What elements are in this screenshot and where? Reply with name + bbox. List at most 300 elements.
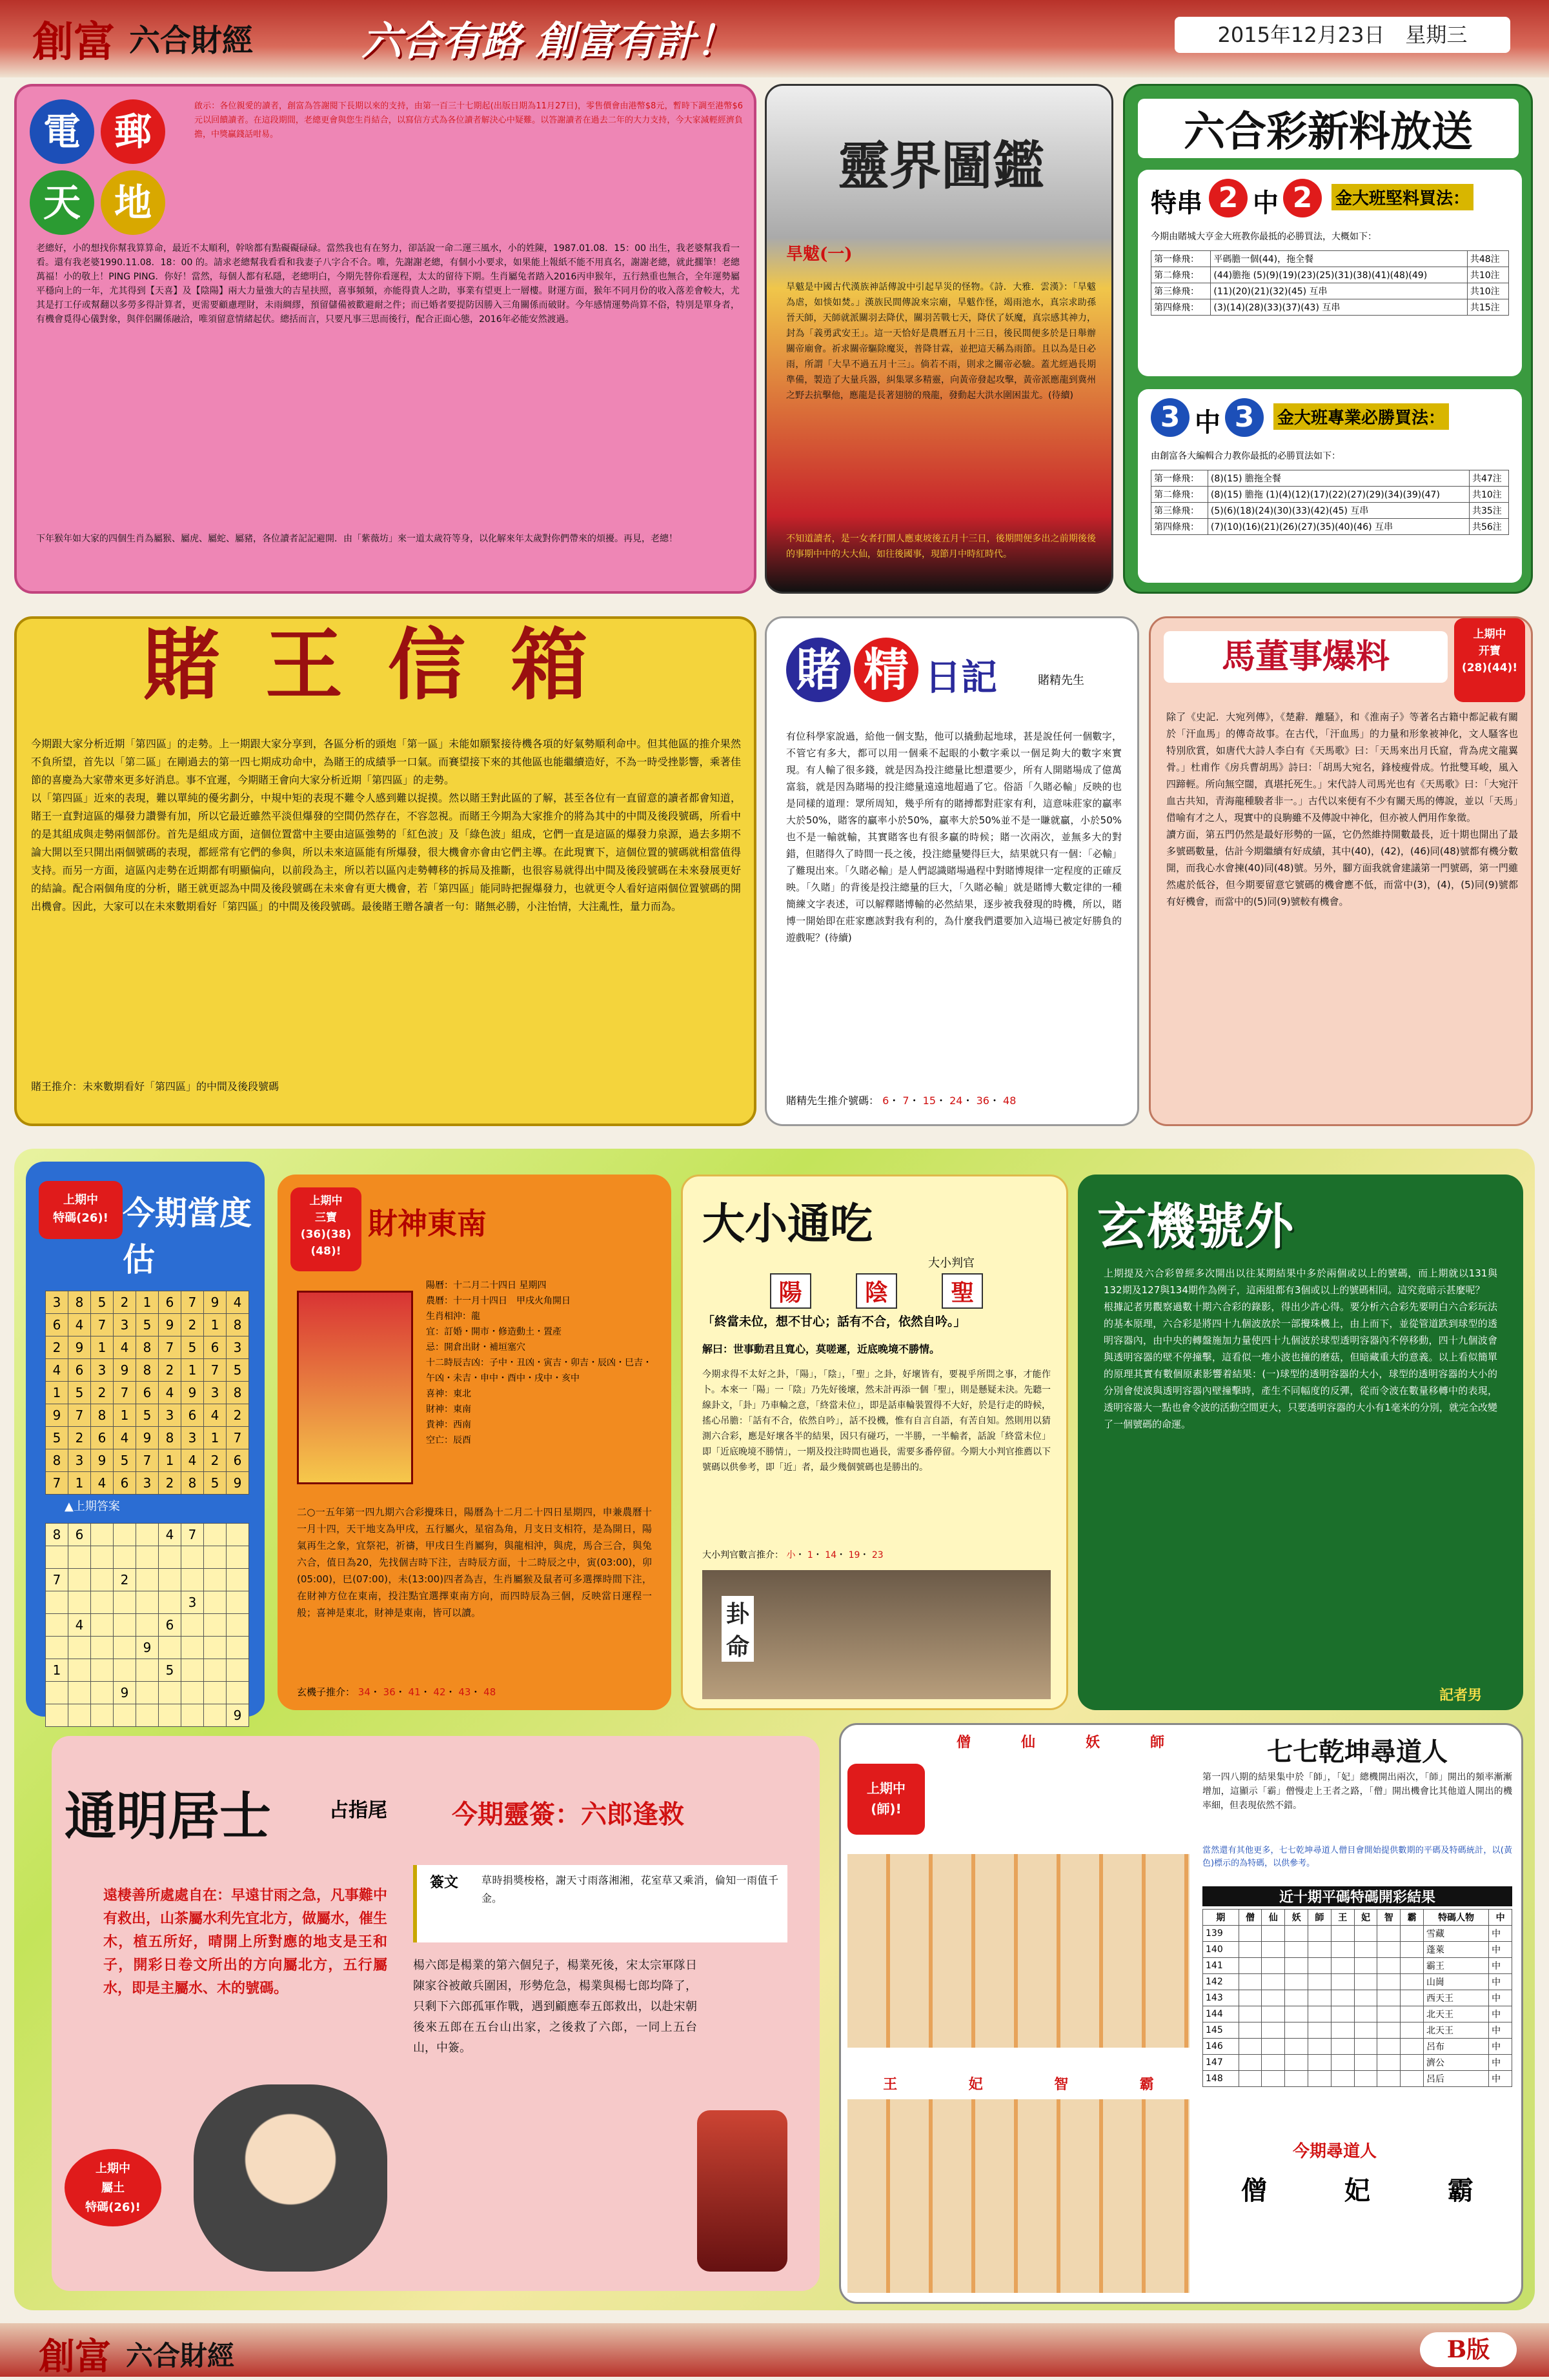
seven-table-cell — [1285, 1926, 1308, 1942]
sudoku-cell: 1 — [46, 1382, 68, 1404]
newdata-row — [1151, 519, 1509, 535]
seven-table-cell — [1401, 2071, 1424, 2087]
tongming-story: 楊六郎是楊業的第六個兒子，楊業死後，宋太宗軍隊日陳家谷被敵兵圍困，形勢危急，楊業與楊七郎均降了，只剩下六郎孤軍作戰，遇到顧應奉五郎救出，以赴宋朝後來五郎在五台山出家，之後救了六郎，一同上五台山，中簽。 — [413, 1959, 697, 2055]
seven-table-cell — [1285, 2055, 1308, 2071]
seven-table-cell — [1308, 2039, 1331, 2055]
sudoku-cell: 5 — [159, 1659, 181, 1682]
sudoku-cell — [46, 1682, 68, 1704]
newdata-box1-tag: 金大班堅料買法： — [1331, 184, 1473, 210]
sudoku-cell — [136, 1524, 159, 1546]
sudoku-cell — [159, 1704, 181, 1727]
diary-tip-row: 賭精先生推介號碼： 6・ 7・ 15・ 24・ 36・ 48 — [786, 1094, 1017, 1107]
header-date: 2015年12月23日 星期三 — [1175, 17, 1510, 53]
sudoku-row — [46, 1524, 249, 1546]
seven-table-cell — [1401, 1974, 1424, 1990]
sudoku-cell — [159, 1682, 181, 1704]
seven-table-cell — [1331, 1974, 1354, 1990]
seven-table-cell — [1262, 2071, 1285, 2087]
newdata-row-nums: (44)膽拖 (5)(9)(19)(23)(25)(31)(38)(41)(48)(49) — [1211, 267, 1467, 283]
ma-title: 馬董事爆料 — [1164, 631, 1448, 683]
sudoku-cell: 7 — [181, 1524, 204, 1546]
lucky-title: 今期當度估 — [123, 1194, 252, 1278]
seven-table-cell: 140 — [1203, 1942, 1239, 1958]
seven-note: 當然還有其他更多，七七乾坤尋道人僧目會開始提供數期的平碼及特碼統計，以(黃色)標示的為特碼，以供參考。 — [1202, 1846, 1512, 1868]
sudoku-row — [46, 1336, 249, 1359]
tongming-fortune-cup — [697, 2110, 787, 2272]
eat-num: 14 — [825, 1550, 837, 1560]
sudoku-cell — [227, 1546, 249, 1569]
tongming-sign-verse: 草時捐獎梭格，謝天寸雨落湘湘，花室草又乘消，倫知一雨值千金。 — [481, 1874, 778, 1904]
seven-table-cell — [1308, 2006, 1331, 2022]
tongming-panel — [52, 1736, 820, 2291]
wealth-info-line: 財神：東南 — [426, 1404, 471, 1415]
seven-table-cell — [1239, 1942, 1262, 1958]
lucky-badge: 上期中 特碼(26)! — [39, 1181, 123, 1239]
newdata-row-nums: (8)(15) 膽拖 (1)(4)(12)(17)(22)(27)(29)(34)(39)(47) — [1208, 487, 1469, 503]
sudoku-cell: 2 — [159, 1359, 181, 1382]
seven-tag: 王 — [883, 2076, 898, 2093]
sudoku-cell: 2 — [227, 1404, 249, 1427]
ma-body: 除了《史記．大宛列傳》，《楚辭．離騷》，和《淮南子》等著名古籍中都記載有關於「汗血馬」的傳奇故事。在古代，「汗血馬」的力量和形象被神化，文人騷客也特別欣賞，如唐代大詩人李白有《天馬歌》曰：「天馬來出月氏窟，背為虎文龍翼骨。」杜甫作《房兵曹胡馬》詩曰：「胡馬大宛名，鋒棱瘦骨成。竹批雙耳峻，風入四蹄輕。所向無空闊，真堪托死生。」宋代詩人司馬光也有《天馬歌》曰：「大宛汗血古共知，青海龍種駿者非一。」古代以來便有不少有關天馬的傳說，並以「天馬」借喻有才之人，現實中的良駒雖不及傳說中神化，但亦被人們用作象徵。 讀方面，第五門仍然是最好形勢的一區，它仍然維持開數最長，近十期也開出了最多號碼數量，估計今期繼續有好成績，其中(40)，(42)，(46)同(48)號都有機分數開，而我心水會揀(40)同(48)號。另外，腳方面我就會建議第一門號碼，第一門雖然處於低谷，但今期要留意它號碼的機會應不低，而當中(3)，(4)，(5)同(9)號都有好機會，而當中的(5)同(9)號較有機會。 — [1166, 711, 1518, 907]
sudoku-cell: 6 — [159, 1614, 181, 1637]
seven-table-row — [1203, 2006, 1512, 2022]
sudoku-cell — [227, 1682, 249, 1704]
sudoku-cell: 8 — [136, 1336, 159, 1359]
seven-table-cell — [1377, 2022, 1401, 2039]
sudoku-cell: 1 — [46, 1659, 68, 1682]
sudoku-cell: 3 — [46, 1291, 68, 1314]
sudoku-cell: 4 — [159, 1382, 181, 1404]
sudoku-cell: 9 — [159, 1314, 181, 1336]
seven-today-name: 霸 — [1448, 2175, 1473, 2206]
sudoku-cell: 7 — [136, 1449, 159, 1472]
sudoku-cell — [68, 1591, 91, 1614]
mail-badge — [30, 99, 178, 241]
seven-tag: 妖 — [1085, 1734, 1100, 1751]
sudoku-cell: 8 — [227, 1314, 249, 1336]
wealth-num: 42 — [433, 1686, 446, 1698]
sudoku-cell: 8 — [227, 1382, 249, 1404]
seven-table-title: 近十期平碼特碼開彩結果 — [1202, 1886, 1512, 1906]
sudoku-cell: 2 — [181, 1314, 204, 1336]
sudoku-cell — [136, 1569, 159, 1591]
newdata-row-count: 共56注 — [1469, 519, 1508, 535]
sudoku-cell — [181, 1546, 204, 1569]
sudoku-cell: 1 — [204, 1427, 227, 1449]
sudoku-row — [46, 1449, 249, 1472]
lucky-arrow: ▲上期答案 — [65, 1500, 120, 1513]
mail-badge-char-2: 郵 — [101, 99, 165, 164]
sudoku-cell: 1 — [91, 1336, 114, 1359]
sudoku-cell — [181, 1614, 204, 1637]
seven-table-cell — [1239, 1926, 1262, 1942]
newdata-row-label: 第三條飛： — [1151, 503, 1208, 519]
sudoku-cell — [91, 1637, 114, 1659]
sudoku-cell: 5 — [136, 1404, 159, 1427]
newdata-row-nums: 平碼膽一個(44)，拖全餐 — [1211, 251, 1467, 267]
seven-table-cell — [1239, 1990, 1262, 2006]
sudoku-cell: 5 — [181, 1336, 204, 1359]
sudoku-cell — [68, 1659, 91, 1682]
seven-col-header: 仙 — [1262, 1910, 1285, 1926]
sudoku-cell: 9 — [136, 1637, 159, 1659]
sudoku-cell — [91, 1546, 114, 1569]
newdata-row-count: 共10注 — [1467, 283, 1508, 299]
seven-today-name: 僧 — [1241, 2175, 1267, 2206]
seven-table-cell — [1308, 1974, 1331, 1990]
newdata-row-label: 第一條飛： — [1151, 470, 1208, 487]
seven-table-cell — [1262, 1990, 1285, 2006]
seven-table-cell: 中 — [1489, 1942, 1512, 1958]
spirit-note: 不知道讀者，是一女者打開人應東坡後五月十三日，後期間便多出之前期後後的事期中中的大大仙，如往後國事，現節月中時紅時代。 — [786, 534, 1096, 560]
sudoku-cell: 1 — [181, 1359, 204, 1382]
sudoku-cell: 4 — [46, 1359, 68, 1382]
seven-col-header: 特碼人物 — [1423, 1910, 1488, 1926]
sudoku-row — [46, 1382, 249, 1404]
seven-table-cell — [1401, 2055, 1424, 2071]
seven-table-cell — [1354, 1974, 1377, 1990]
diary-title-c: 日記 — [925, 656, 997, 699]
newdata-row-nums: (11)(20)(21)(32)(45) 互串 — [1211, 283, 1467, 299]
seven-table-cell: 中 — [1489, 1926, 1512, 1942]
newdata-box1-n1: 2 — [1209, 179, 1248, 217]
spirit-subtitle: 旱魃(一) — [786, 245, 853, 264]
seven-table-cell — [1354, 1942, 1377, 1958]
seven-table-cell: 中 — [1489, 2006, 1512, 2022]
newdata-box2-lead: 由創富各大編輯合力教你最抵的必勝買法如下： — [1151, 451, 1341, 461]
sudoku-row — [46, 1682, 249, 1704]
spirit-panel — [765, 84, 1113, 594]
seven-table-row — [1203, 1990, 1512, 2006]
sudoku-cell — [159, 1546, 181, 1569]
xuan-body: 上期提及六合彩曾經多次開出以往某期結果中多於兩個或以上的號碼，而上期就以131與132期及127與134期作為例子，這兩組都有3個或以上的號碼相同。這究竟暗示甚麼呢？ 根據記者男觀察過數十期六合彩的錄影，得出少許心得。要分析六合彩先要明白六合彩玩法的基本原理，六合彩是將四十九個波放於一部攪珠機上，由上而下，並從管道跌到球型的透明容器內，由中央的轉盤施加力量使四十九個波於球型透明容器內不停移動，四十九個波會與透明容器的壁不停撞擊，這看似一堆小波也撞的磨菇，但暗藏重大的意義。以上看似簡單的原理其實有數個原素影響着結果：(一)球型的透明容器的大小，球型的透明容器的大小的分別會使波與透明容器內壁撞擊時，產生不同幅度的反彈，從而令波在數量移轉中的表現，透明容器大一點也會令波的活動空間更大，只要透明容器的大小有1毫米的分別，就完全改變了一個號碼的命運。 — [1104, 1267, 1497, 1430]
diary-body: 有位科學家說過，給他一個支點，他可以撬動起地球，甚是說任何一個數字，不管它有多大，都可以用一個乘不起眼的小數字乘以一個足夠大的數字來實現。有人輸了很多錢，就是因為投注總量比想還要少，所有人開賭場成了億萬富翁，就是因為賭場的投注總量遠遠地超過了它。俗語「久賭必輸」反映的也是同樣的道理：眾所周知，幾乎所有的賭搏都對莊家有利，這意味莊家的贏率大於50%，賭客的贏率小於50%，贏率大於50%並不是一賺就贏，小於50%也不是一輸就輸，其實賭客也有很多贏的時候；賭一次兩次，並無多大的對錯，但賭得久了時間一長之後，投注總量變得巨大，結果就只有一個：「必輸」了難現出來。「久賭必輸」是人們認識賭場過程中對賭博規律一定程度的正確反映。「久賭」的背後是投注總量的巨大，「久賭必輸」就是賭博大數定律的一種簡練文字表述，可以解釋賭博輸的必然結果，逐步被我發現的時機，所以，賭博一開始即在莊家應該對我有利的，為什麼我們還要加入這場已被定好勝負的遊戲呢？(待續) — [786, 731, 1122, 943]
wealth-num: 41 — [408, 1686, 421, 1698]
tongming-sign-title: 簽文 — [430, 1874, 459, 1891]
eat-name: 陰 — [856, 1273, 897, 1309]
sudoku-cell — [91, 1591, 114, 1614]
header-slogan: 六合有路 創富有計！ — [361, 17, 736, 65]
diary-num: 7 — [902, 1094, 909, 1107]
seven-table-cell: 霸王 — [1423, 1958, 1488, 1974]
header-brand-sub: 六合財經 — [129, 23, 254, 59]
diary-num: 36 — [976, 1094, 989, 1107]
sudoku-cell: 6 — [159, 1291, 181, 1314]
seven-table-row — [1203, 1926, 1512, 1942]
eat-quote: 「終當未位，想不甘心；話有不合，依然自吟。」 — [702, 1315, 966, 1329]
king-title: 賭王信箱 — [17, 627, 759, 704]
newdata-row — [1151, 299, 1509, 316]
newdata-row-nums: (7)(10)(16)(21)(26)(27)(35)(40)(46) 互串 — [1208, 519, 1469, 535]
seven-table-cell: 中 — [1489, 1974, 1512, 1990]
mail-badge-char-4: 地 — [101, 170, 165, 235]
sudoku-cell: 3 — [181, 1427, 204, 1449]
wealth-title: 財神東南 — [368, 1206, 487, 1241]
sudoku-cell — [68, 1637, 91, 1659]
seven-table-cell — [1377, 2039, 1401, 2055]
seven-table-cell: 143 — [1203, 1990, 1239, 2006]
seven-table-cell — [1308, 2055, 1331, 2071]
sudoku-cell: 3 — [227, 1336, 249, 1359]
sudoku-cell — [227, 1659, 249, 1682]
seven-table-cell — [1354, 2039, 1377, 2055]
sudoku-cell: 7 — [204, 1359, 227, 1382]
seven-table-cell — [1331, 2055, 1354, 2071]
king-tip: 賭王推介：未來數期看好「第四區」的中間及後段號碼 — [31, 1080, 279, 1093]
seven-table-cell: 中 — [1489, 2071, 1512, 2087]
xuan-title: 玄機號外 — [1097, 1198, 1293, 1255]
seven-table-cell — [1285, 2071, 1308, 2087]
seven-table-cell — [1331, 2039, 1354, 2055]
eat-author: 大小判官 — [928, 1256, 975, 1270]
wealth-info-line: 喜神：東北 — [426, 1389, 471, 1399]
sudoku-cell — [159, 1569, 181, 1591]
seven-table-cell — [1331, 1926, 1354, 1942]
newdata-box1-mid: 中 — [1253, 188, 1279, 218]
sudoku-cell: 4 — [227, 1291, 249, 1314]
wealth-info-line: 陽曆：十二月二十四日 星期四 — [426, 1280, 547, 1291]
sudoku-cell — [204, 1524, 227, 1546]
seven-table-cell: 139 — [1203, 1926, 1239, 1942]
seven-table-cell: 中 — [1489, 2022, 1512, 2039]
sudoku-cell: 2 — [68, 1427, 91, 1449]
newdata-box1-lead: 今期由賭城大亨金大班教你最抵的必勝買法，大概如下： — [1151, 232, 1377, 242]
footer-brand-sub: 六合財經 — [126, 2340, 235, 2372]
seven-table-cell — [1239, 1958, 1262, 1974]
seven-today-names — [1202, 2170, 1512, 2207]
seven-table-cell: 145 — [1203, 2022, 1239, 2039]
seven-col-header: 妃 — [1354, 1910, 1377, 1926]
diary-num: 24 — [949, 1094, 963, 1107]
seven-table-header — [1203, 1910, 1512, 1926]
sudoku-cell — [136, 1659, 159, 1682]
sudoku-cell: 6 — [114, 1472, 136, 1495]
sudoku-cell — [114, 1591, 136, 1614]
sudoku-cell: 2 — [159, 1472, 181, 1495]
seven-table-cell: 中 — [1489, 1990, 1512, 2006]
seven-table-cell — [1377, 1958, 1401, 1974]
sudoku-cell — [136, 1704, 159, 1727]
sudoku-cell — [91, 1524, 114, 1546]
seven-table-cell: 山崗 — [1423, 1974, 1488, 1990]
ma-panel — [1149, 616, 1533, 1126]
eat-name: 聖 — [942, 1273, 983, 1309]
seven-table-cell — [1285, 1974, 1308, 1990]
seven-table-row — [1203, 1974, 1512, 1990]
seven-table-cell: 濟公 — [1423, 2055, 1488, 2071]
seven-table-cell — [1354, 2055, 1377, 2071]
sudoku-cell: 9 — [114, 1682, 136, 1704]
sudoku-cell — [46, 1637, 68, 1659]
seven-table-cell — [1331, 2006, 1354, 2022]
sudoku-cell: 8 — [46, 1524, 68, 1546]
seven-table-cell — [1308, 1958, 1331, 1974]
sudoku-cell: 2 — [114, 1291, 136, 1314]
seven-table-cell — [1401, 1926, 1424, 1942]
sudoku-cell: 7 — [227, 1427, 249, 1449]
sudoku-cell: 6 — [91, 1427, 114, 1449]
sudoku-cell — [46, 1546, 68, 1569]
sudoku-cell — [91, 1704, 114, 1727]
tongming-sign-box — [413, 1865, 787, 1942]
eat-tip-row: 大小判官數言推介： 小・ 1・ 14・ 19・ 23 — [702, 1550, 884, 1560]
wealth-num: 43 — [458, 1686, 471, 1698]
sudoku-row — [46, 1546, 249, 1569]
seven-table-row — [1203, 1942, 1512, 1958]
seven-table-cell: 雪藏 — [1423, 1926, 1488, 1942]
mail-sign: 下年猴年如大家的四個生肖為屬猴、屬虎、屬蛇、屬豬，各位讀者記記避開．由「紫薇坊」來一道太歲符等身，以化解來年太歲對你們帶來的煩擾。再見，老總！ — [36, 534, 678, 544]
seven-table-cell — [1331, 2022, 1354, 2039]
seven-table-cell — [1285, 2006, 1308, 2022]
diary-author: 賭精先生 — [1038, 674, 1084, 687]
lucky-grid-prev — [45, 1291, 249, 1495]
ma-badge: 上期中 开寶 (28)(44)! — [1454, 618, 1525, 702]
wealth-info-line: 宜：訂婚・開市・修造動土・置產 — [426, 1327, 562, 1337]
newdata-box2-table — [1151, 470, 1509, 535]
sudoku-row — [46, 1291, 249, 1314]
sudoku-cell — [227, 1524, 249, 1546]
seven-table-cell — [1262, 1926, 1285, 1942]
seven-table-cell — [1354, 2006, 1377, 2022]
mail-body: 老總好，小的想找你幫我算算命，最近不太順利，幹啥都有點礙礙碌碌。當然我也有在努力，卻話說一命二運三風水，小的姓陳，1987.01.08．15：00 出生，我老婆幫我看一看。還有我老婆1990.11.08．18：00 的。請求老總幫我看看和我妻子八字合不合。唯，先謝謝老總，有個小小要求，如果能上報紙不能不用真名，謝謝老總，就此擱筆！老總萬福！小的敬上！PING PING．你好！當然，每個人都有私隱，老總明白，今期先替你看運程，太太的留待下期。生肖屬兔者踏入2016丙申猴年，五行熱重也無合，全年運勢屬平穩向上的一年，尤其得到【天喜】及【陰陽】兩大力量強大的吉星扶照，喜事頻頻，亦能得貴人之助，事業有望更上一層樓。財運方面，猴年不同月份的收入落差會較大，尤其是打工仔或幫翻以多勞多得計算者，更需要顧慮理財，未雨綢繆，預留儲備被歡避耐之件；而已婚者要提防因勝入三角關係而破財。今年感情運勢尚算不俗，特別是單身者，有機會覓得心儀對象，與伴侶關係融洽，唯須留意情緒起伏。總括而言，只要凡事三思而後行，配合正面心態，2016年必能安然渡過。 — [36, 243, 740, 325]
seven-tag: 師 — [1149, 1734, 1164, 1751]
sudoku-cell — [68, 1546, 91, 1569]
seven-table-cell — [1331, 1958, 1354, 1974]
sudoku-cell — [204, 1614, 227, 1637]
sudoku-row — [46, 1472, 249, 1495]
seven-table-cell — [1285, 2039, 1308, 2055]
sudoku-cell — [159, 1637, 181, 1659]
newdata-row — [1151, 470, 1509, 487]
sudoku-cell: 8 — [91, 1404, 114, 1427]
diary-title-b: 精 — [854, 638, 918, 702]
newdata-box2 — [1138, 389, 1522, 583]
seven-table-cell — [1377, 2055, 1401, 2071]
sudoku-cell — [68, 1682, 91, 1704]
seven-table-cell: 呂后 — [1423, 2071, 1488, 2087]
wealth-tip-row: 玄機子推介： 34・ 36・ 41・ 42・ 43・ 48 — [297, 1686, 496, 1698]
seven-table-cell: 148 — [1203, 2071, 1239, 2087]
seven-col-header: 妖 — [1285, 1910, 1308, 1926]
seven-table-cell — [1285, 2022, 1308, 2039]
seven-table-cell — [1401, 1958, 1424, 1974]
sudoku-cell: 7 — [114, 1382, 136, 1404]
seven-table-cell — [1285, 1942, 1308, 1958]
seven-table-cell — [1262, 1958, 1285, 1974]
mail-intro: 啟示：各位親愛的讀者，創富為答謝閱下長期以來的支持，由第一百三十七期起(出版日期為11月27日)，零售價會由港幣$8元，暫時下調至港幣$6元以回饋讀者。在這段期間，老總更會與您生肖結合，以寫信方式為各位讀者解決心中疑難。以答謝讀者在過去二年的大力支持，今大家減輕經濟負擔，中獎贏錢話咁易。 — [194, 101, 743, 139]
header-brand: 創富 — [32, 18, 115, 66]
seven-table-cell: 146 — [1203, 2039, 1239, 2055]
eat-num: 1 — [807, 1550, 813, 1560]
sudoku-row — [46, 1704, 249, 1727]
tongming-badge: 上期中 屬土 特碼(26)! — [65, 2149, 161, 2226]
eat-explain: 解曰：世事動君且寬心，莫嗟遲，近底晚境不勝情。 — [702, 1343, 940, 1355]
sudoku-cell: 9 — [181, 1382, 204, 1404]
sudoku-cell — [46, 1591, 68, 1614]
tongming-verse: 遠棲善所處處自在：早遠甘雨之急，凡事難中有救出，山茶屬水利先宜北方，做屬水，催生木，植五所好，晴開上所對應的地支是王和子，開彩日卷文所出的方向屬北方，五行屬水，即是主屬水、木的號碼。 — [103, 1888, 387, 1997]
lucky-panel — [26, 1162, 265, 1723]
sudoku-cell: 8 — [68, 1291, 91, 1314]
seven-tag: 仙 — [1020, 1734, 1035, 1751]
sudoku-cell: 3 — [204, 1382, 227, 1404]
sudoku-cell: 9 — [91, 1449, 114, 1472]
sudoku-cell: 9 — [68, 1336, 91, 1359]
sudoku-cell: 5 — [68, 1382, 91, 1404]
seven-table-cell — [1377, 2071, 1401, 2087]
newdata-row — [1151, 283, 1509, 299]
newdata-box2-mid: 中 — [1195, 407, 1220, 438]
sudoku-cell — [204, 1704, 227, 1727]
sudoku-cell — [114, 1659, 136, 1682]
seven-table-row — [1203, 2039, 1512, 2055]
sudoku-cell — [91, 1682, 114, 1704]
newdata-row-count: 共10注 — [1469, 487, 1508, 503]
sudoku-cell: 8 — [181, 1472, 204, 1495]
newdata-box1 — [1138, 170, 1522, 376]
eat-body: 今期求得不太好之卦，「陽」，「陰」，「聖」之卦，好壞皆有，要視乎所問之事，才能作卜。本來一「陽」一「陰」乃先好後壞，然未計再添一個「聖」，則是懸疑未決。先聽一線卦文，「卦」乃車輪之意，「終當未位」，即是話車輪裝置得不大好，於是行走的時候，搖心吊膽：「話有不合，依然自吟」，話不投機，惟有自言自語，有苦自知。然則用以猜測六合彩，應是好壞各半的結果，因只有碰巧，一半勝，一半輸者，話說「終當未位」即「近底晚境不勝情」，一期及投注時間也過長，需要多番停留。今期大小判官推薦以下號碼以供參考，即「近」者，最少幾個號碼也是勝出的。 — [702, 1369, 1051, 1473]
king-panel — [14, 616, 756, 1126]
sudoku-cell: 6 — [68, 1359, 91, 1382]
seven-table-cell — [1308, 1990, 1331, 2006]
sudoku-cell: 4 — [159, 1524, 181, 1546]
wealth-info-line: 農曆：十一月十四日 甲戌火角開日 — [426, 1296, 571, 1306]
seven-table-cell: 北天王 — [1423, 2022, 1488, 2039]
sudoku-cell: 6 — [46, 1314, 68, 1336]
seven-table-cell — [1331, 2071, 1354, 2087]
seven-table-cell — [1377, 1926, 1401, 1942]
seven-table-cell — [1354, 1990, 1377, 2006]
sudoku-row — [46, 1614, 249, 1637]
sudoku-row — [46, 1314, 249, 1336]
sudoku-cell: 1 — [159, 1449, 181, 1472]
sudoku-cell — [227, 1637, 249, 1659]
sudoku-cell: 3 — [91, 1359, 114, 1382]
seven-table-cell — [1377, 2006, 1401, 2022]
seven-col-header: 智 — [1377, 1910, 1401, 1926]
sudoku-cell: 4 — [68, 1614, 91, 1637]
sudoku-row — [46, 1359, 249, 1382]
sudoku-cell: 5 — [114, 1449, 136, 1472]
sudoku-cell: 9 — [46, 1404, 68, 1427]
sudoku-cell: 4 — [114, 1336, 136, 1359]
sudoku-cell: 6 — [181, 1404, 204, 1427]
seven-table-cell — [1285, 1990, 1308, 2006]
newdata-row-count: 共35注 — [1469, 503, 1508, 519]
sudoku-cell: 5 — [227, 1359, 249, 1382]
mail-panel — [14, 84, 756, 594]
sudoku-cell — [114, 1637, 136, 1659]
seven-table-cell: 西天王 — [1423, 1990, 1488, 2006]
seven-col-header: 師 — [1308, 1910, 1331, 1926]
seven-tag: 僧 — [956, 1734, 971, 1751]
sudoku-cell — [136, 1591, 159, 1614]
sudoku-cell: 7 — [181, 1291, 204, 1314]
sudoku-cell — [181, 1659, 204, 1682]
sudoku-cell — [204, 1546, 227, 1569]
tongming-title: 通明居士 — [65, 1786, 271, 1846]
sudoku-cell — [46, 1704, 68, 1727]
seven-table-cell — [1354, 1958, 1377, 1974]
newdata-row — [1151, 487, 1509, 503]
sudoku-cell: 5 — [46, 1427, 68, 1449]
seven-table-row — [1203, 2055, 1512, 2071]
sudoku-cell — [91, 1569, 114, 1591]
sudoku-cell — [114, 1704, 136, 1727]
seven-col-header: 王 — [1331, 1910, 1354, 1926]
sudoku-cell — [181, 1682, 204, 1704]
sudoku-cell: 3 — [68, 1449, 91, 1472]
diary-num: 6 — [882, 1094, 889, 1107]
